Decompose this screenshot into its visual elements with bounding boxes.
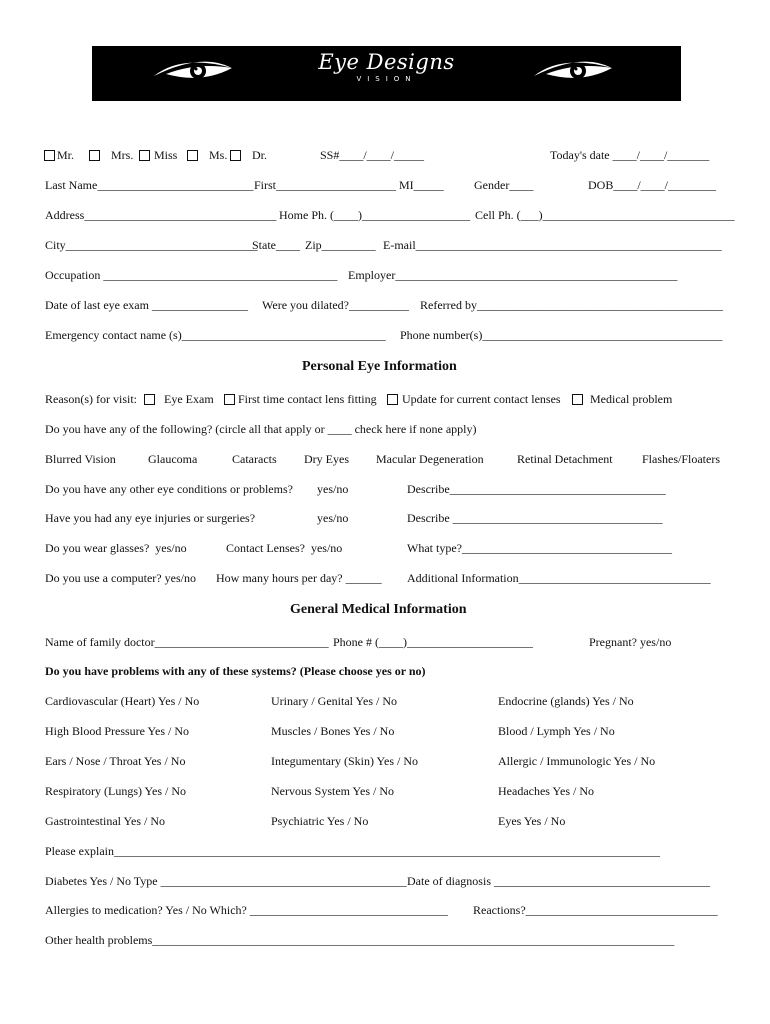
- system-headaches[interactable]: Headaches Yes / No: [498, 784, 594, 798]
- reason-eye-exam-label: Eye Exam: [164, 392, 214, 406]
- system-blood-lymph[interactable]: Blood / Lymph Yes / No: [498, 724, 615, 738]
- medication-allergies-field[interactable]: Allergies to medication? Yes / No Which? _________________________________: [45, 903, 448, 917]
- reason-medical-problem-label: Medical problem: [590, 392, 673, 406]
- title-dr-checkbox[interactable]: [230, 150, 241, 161]
- diagnosis-date-field[interactable]: Date of diagnosis ____________________________________: [407, 874, 710, 888]
- emergency-contact-field[interactable]: Emergency contact name (s)__________________________________: [45, 328, 386, 342]
- system-psychiatric[interactable]: Psychiatric Yes / No: [271, 814, 369, 828]
- systems-question: Do you have problems with any of these systems? (Please choose yes or no): [45, 664, 426, 678]
- phone-numbers-field[interactable]: Phone number(s)________________________________________: [400, 328, 723, 342]
- reason-update-contacts-checkbox[interactable]: [387, 394, 398, 405]
- email-field[interactable]: E-mail___________________________________________________: [383, 238, 722, 252]
- brand-banner: [92, 46, 681, 101]
- state-field[interactable]: State____: [252, 238, 300, 252]
- condition-dry-eyes[interactable]: Dry Eyes: [304, 452, 349, 466]
- reason-update-contacts-label: Update for current contact lenses: [402, 392, 561, 406]
- condition-cataracts[interactable]: Cataracts: [232, 452, 277, 466]
- pregnant-question[interactable]: Pregnant? yes/no: [589, 635, 672, 649]
- system-high-blood-pressure[interactable]: High Blood Pressure Yes / No: [45, 724, 190, 738]
- system-respiratory[interactable]: Respiratory (Lungs) Yes / No: [45, 784, 186, 798]
- cell-phone-field[interactable]: Cell Ph. (___)________________________________: [475, 208, 735, 222]
- reactions-field[interactable]: Reactions?________________________________: [473, 903, 718, 917]
- condition-macular-degeneration[interactable]: Macular Degeneration: [376, 452, 484, 466]
- general-medical-info-heading: General Medical Information: [290, 602, 467, 617]
- other-health-problems-field[interactable]: Other health problems_______________________________________________________________________________________: [45, 933, 675, 947]
- please-explain-field[interactable]: Please explain___________________________________________________________________________________________: [45, 844, 660, 858]
- family-doctor-field[interactable]: Name of family doctor_____________________________: [45, 635, 329, 649]
- occupation-field[interactable]: Occupation _______________________________________: [45, 268, 338, 282]
- reason-eye-exam-checkbox[interactable]: [144, 394, 155, 405]
- other-conditions-yes-no[interactable]: yes/no: [317, 482, 349, 496]
- system-ears-nose-throat[interactable]: Ears / Nose / Throat Yes / No: [45, 754, 186, 768]
- brand-name: Eye Designs: [318, 50, 455, 74]
- title-mrs-label: Mrs.: [111, 148, 134, 162]
- title-mrs-checkbox[interactable]: [89, 150, 100, 161]
- hours-per-day-field[interactable]: How many hours per day? ______: [216, 571, 382, 585]
- city-field[interactable]: City________________________________: [45, 238, 258, 252]
- first-name-field[interactable]: First____________________: [254, 178, 397, 192]
- personal-eye-info-heading: Personal Eye Information: [302, 359, 457, 374]
- other-conditions-question: Do you have any other eye conditions or problems?: [45, 482, 293, 496]
- title-miss-label: Miss: [154, 148, 178, 162]
- reason-medical-problem-checkbox[interactable]: [572, 394, 583, 405]
- doctor-phone-field[interactable]: Phone # (____)_____________________: [333, 635, 533, 649]
- title-dr-label: Dr.: [252, 148, 267, 162]
- last-eye-exam-field[interactable]: Date of last eye exam ________________: [45, 298, 248, 312]
- additional-info-field[interactable]: Additional Information________________________________: [407, 571, 711, 585]
- system-cardiovascular[interactable]: Cardiovascular (Heart) Yes / No: [45, 694, 200, 708]
- employer-field[interactable]: Employer_______________________________________________: [348, 268, 678, 282]
- condition-glaucoma[interactable]: Glaucoma: [148, 452, 198, 466]
- system-nervous[interactable]: Nervous System Yes / No: [271, 784, 395, 798]
- ss-field[interactable]: SS#____/____/_____: [320, 148, 425, 162]
- condition-retinal-detachment[interactable]: Retinal Detachment: [517, 452, 613, 466]
- system-muscles-bones[interactable]: Muscles / Bones Yes / No: [271, 724, 395, 738]
- system-urinary-genital[interactable]: Urinary / Genital Yes / No: [271, 694, 397, 708]
- title-mr-checkbox[interactable]: [44, 150, 55, 161]
- brand-subtitle: VISION: [356, 75, 417, 83]
- last-name-field[interactable]: Last Name__________________________: [45, 178, 254, 192]
- eye-injury-yes-no[interactable]: yes/no: [317, 511, 349, 525]
- title-mr-label: Mr.: [57, 148, 75, 162]
- diabetes-field[interactable]: Diabetes Yes / No Type _________________________________________: [45, 874, 407, 888]
- system-endocrine[interactable]: Endocrine (glands) Yes / No: [498, 694, 634, 708]
- reason-label: Reason(s) for visit:: [45, 392, 137, 406]
- other-conditions-describe-field[interactable]: Describe____________________________________: [407, 482, 666, 496]
- gender-field[interactable]: Gender____: [474, 178, 534, 192]
- conditions-question: Do you have any of the following? (circle all that apply or ____ check here if none apply): [45, 422, 477, 436]
- system-allergic-immunologic[interactable]: Allergic / Immunologic Yes / No: [498, 754, 656, 768]
- eye-logo-right-icon: [532, 54, 622, 88]
- zip-field[interactable]: Zip_________: [305, 238, 376, 252]
- condition-blurred-vision[interactable]: Blurred Vision: [45, 452, 116, 466]
- contact-lenses-question[interactable]: Contact Lenses? yes/no: [226, 541, 343, 555]
- reason-contact-fitting-label: First time contact lens fitting: [238, 392, 377, 406]
- reason-contact-fitting-checkbox[interactable]: [224, 394, 235, 405]
- system-eyes[interactable]: Eyes Yes / No: [498, 814, 566, 828]
- lens-type-field[interactable]: What type?___________________________________: [407, 541, 672, 555]
- address-field[interactable]: Address________________________________: [45, 208, 277, 222]
- middle-initial-field[interactable]: MI_____: [399, 178, 444, 192]
- computer-use-question[interactable]: Do you use a computer? yes/no: [45, 571, 196, 585]
- eye-injury-question: Have you had any eye injuries or surgeries?: [45, 511, 256, 525]
- todays-date-field[interactable]: Today's date ____/____/_______: [550, 148, 710, 162]
- dob-field[interactable]: DOB____/____/________: [588, 178, 717, 192]
- dilated-field[interactable]: Were you dilated?__________: [262, 298, 409, 312]
- glasses-question[interactable]: Do you wear glasses? yes/no: [45, 541, 187, 555]
- system-integumentary[interactable]: Integumentary (Skin) Yes / No: [271, 754, 418, 768]
- title-miss-checkbox[interactable]: [139, 150, 150, 161]
- eye-injury-describe-field[interactable]: Describe ___________________________________: [407, 511, 663, 525]
- condition-flashes-floaters[interactable]: Flashes/Floaters: [642, 452, 720, 466]
- home-phone-field[interactable]: Home Ph. (____)__________________: [279, 208, 470, 222]
- referred-by-field[interactable]: Referred by_________________________________________: [420, 298, 723, 312]
- title-ms-checkbox[interactable]: [187, 150, 198, 161]
- system-gastrointestinal[interactable]: Gastrointestinal Yes / No: [45, 814, 165, 828]
- title-ms-label: Ms.: [209, 148, 228, 162]
